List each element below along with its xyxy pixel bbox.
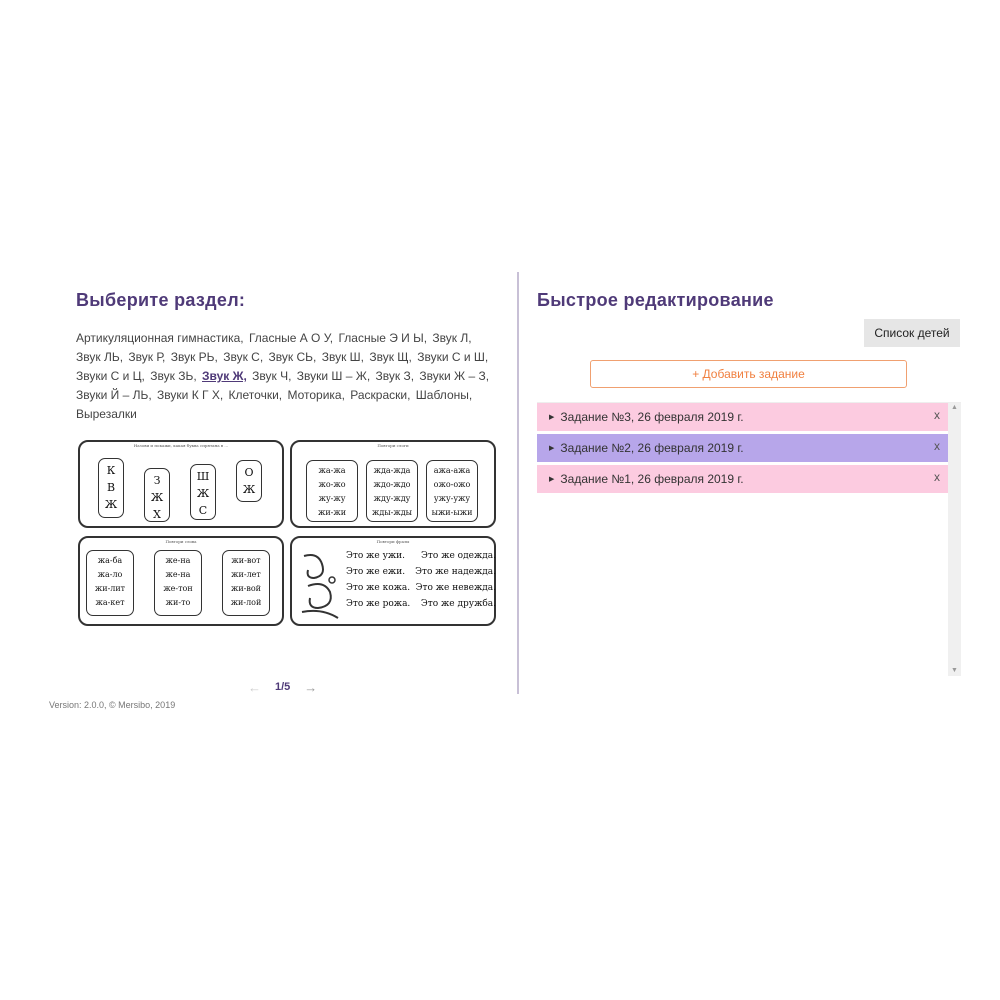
scroll-up-icon[interactable]: ▲ xyxy=(951,404,958,411)
section-link[interactable]: Звук С, xyxy=(223,350,264,364)
section-link[interactable]: Звук Ш, xyxy=(321,350,364,364)
bubble-text: жи-жи xyxy=(317,508,347,517)
bubble-text: З xyxy=(153,474,161,487)
bubble-text: же-тон xyxy=(163,584,193,593)
phrase-text: Это же ежи. xyxy=(346,567,406,577)
section-link[interactable]: Клеточки, xyxy=(228,388,283,402)
section-link[interactable]: Звук ЗЬ, xyxy=(150,369,197,383)
task-list-scrollbar[interactable] xyxy=(948,403,961,676)
expand-triangle-icon[interactable]: ▶ xyxy=(549,445,555,452)
bubble-text: жда-жда xyxy=(373,466,411,475)
bubble-text: С xyxy=(198,504,208,517)
bubble-text: К xyxy=(106,464,116,477)
quick-edit-title: Быстрое редактирование xyxy=(537,290,774,310)
section-link[interactable]: Раскраски, xyxy=(350,388,411,402)
speech-bubble xyxy=(86,550,134,616)
card-caption: Повтори фразы xyxy=(376,539,410,544)
bubble-text: же-на xyxy=(165,556,191,565)
bubble-text: Ж xyxy=(104,498,118,511)
section-link[interactable]: Звук З, xyxy=(375,369,415,383)
bubble-text: жи-вот xyxy=(231,556,261,565)
card-caption: Повтори слоги xyxy=(377,443,409,448)
bubble-text: ажа-ажа xyxy=(433,466,471,475)
bubble-text: Ж xyxy=(150,491,164,504)
task-list xyxy=(537,402,961,676)
phrase-text: Это же невежда. xyxy=(415,583,496,593)
bubble-text: жи-лит xyxy=(94,584,126,593)
section-link[interactable]: Звуки Й – ЛЬ, xyxy=(76,388,152,402)
next-page-icon[interactable]: → xyxy=(304,679,318,695)
section-title: Выберите раздел: xyxy=(76,290,246,310)
task-label: Задание №3, 26 февраля 2019 г. xyxy=(560,410,744,424)
worksheet-card-phrases xyxy=(290,536,496,626)
section-link[interactable]: Звук Л, xyxy=(432,331,472,345)
expand-triangle-icon[interactable]: ▶ xyxy=(549,414,555,421)
bubble-text: Ж xyxy=(196,487,210,500)
section-link[interactable]: Шаблоны, xyxy=(415,388,473,402)
section-panel xyxy=(76,290,496,424)
page-indicator: 1/5 xyxy=(275,681,291,693)
bubble-text: же-на xyxy=(165,570,191,579)
section-link[interactable]: Звуки С и Ц, xyxy=(76,369,145,383)
close-icon[interactable]: x xyxy=(934,470,940,484)
prev-page-icon[interactable]: ← xyxy=(248,679,261,695)
bubble-text: ждо-ждо xyxy=(373,480,411,489)
task-row[interactable] xyxy=(537,465,948,493)
card-caption: Назови и покажи, какая буква спрятана в ... xyxy=(133,443,229,448)
section-link[interactable]: Звук СЬ, xyxy=(268,350,317,364)
phrase-lines xyxy=(346,548,496,612)
section-link[interactable]: Гласные Э И Ы, xyxy=(338,331,428,345)
task-label: Задание №1, 26 февраля 2019 г. xyxy=(560,472,744,486)
section-link[interactable]: Звук Р, xyxy=(128,350,166,364)
expand-triangle-icon[interactable]: ▶ xyxy=(549,476,555,483)
speech-bubble xyxy=(98,458,124,518)
card-caption: Повтори слова xyxy=(165,539,197,544)
task-row[interactable] xyxy=(537,434,948,462)
add-task-button[interactable]: + Добавить задание xyxy=(590,360,907,388)
section-link[interactable]: Звук ЛЬ, xyxy=(76,350,124,364)
column-divider xyxy=(517,272,519,694)
section-link[interactable]: Звуки С и Ш, xyxy=(417,350,489,364)
bubble-text: Ж xyxy=(242,483,256,496)
bubble-text: жи-вой xyxy=(230,584,262,593)
close-icon[interactable]: x xyxy=(934,439,940,453)
bubble-text: жа-жа xyxy=(318,466,346,475)
section-link[interactable]: Вырезалки xyxy=(76,407,137,421)
section-link[interactable]: Звук РЬ, xyxy=(170,350,218,364)
bubble-text: жо-жо xyxy=(318,480,346,489)
bubble-text: жды-жды xyxy=(371,508,412,517)
bubble-text: Х xyxy=(153,508,161,521)
speech-bubble xyxy=(144,468,170,522)
version-text: Version: 2.0.0, © Mersibo, 2019 xyxy=(49,700,176,710)
section-link[interactable]: Звуки Ж – З, xyxy=(419,369,490,383)
bubble-text: жду-жду xyxy=(373,494,411,503)
bubble-text: ожо-ожо xyxy=(433,480,471,489)
section-link[interactable]: Гласные А О У, xyxy=(248,331,334,345)
close-icon[interactable]: x xyxy=(934,408,940,422)
section-links xyxy=(76,329,496,424)
phrase-text: Это же кожа. xyxy=(346,583,411,593)
bubble-text: жа-ба xyxy=(97,556,123,565)
phrase-text: Это же дружба. xyxy=(420,599,496,609)
speech-bubble xyxy=(190,464,216,520)
worksheet-card-syllables xyxy=(290,440,496,528)
task-label: Задание №2, 26 февраля 2019 г. xyxy=(560,441,744,455)
bubble-text: жу-жу xyxy=(318,494,346,503)
section-link[interactable]: Звук Ж, xyxy=(202,369,247,383)
bubble-text: Ш xyxy=(196,470,210,483)
scroll-down-icon[interactable]: ▼ xyxy=(951,667,958,674)
bubble-text: ужу-ужу xyxy=(433,494,471,503)
quick-edit-panel xyxy=(537,290,961,674)
section-link[interactable]: Моторика, xyxy=(287,388,345,402)
speech-bubble xyxy=(222,550,270,616)
bubble-text: О xyxy=(244,466,254,479)
children-list-button[interactable]: Список детей xyxy=(864,319,960,347)
snail-illustration xyxy=(298,550,344,622)
phrase-text: Это же рожа. xyxy=(346,599,411,609)
bubble-text: ыжи-ыжи xyxy=(431,508,473,517)
worksheet-preview[interactable] xyxy=(78,440,496,626)
bubble-text: жи-то xyxy=(165,598,191,607)
phrase-text: Это же надежда. xyxy=(415,567,496,577)
section-link[interactable]: Звук Ч, xyxy=(252,369,292,383)
speech-bubble xyxy=(154,550,202,616)
speech-bubble xyxy=(236,460,262,502)
section-link[interactable]: Звуки К Г Х, xyxy=(157,388,224,402)
section-link[interactable]: Артикуляционная гимнастика, xyxy=(76,331,244,345)
bubble-text: жа-кет xyxy=(95,598,125,607)
task-row[interactable] xyxy=(537,403,948,431)
worksheet-card-letters xyxy=(78,440,284,528)
speech-bubble xyxy=(426,460,478,522)
speech-bubble xyxy=(306,460,358,522)
bubble-text: жи-лет xyxy=(231,570,261,579)
worksheet-card-words xyxy=(78,536,284,626)
bubble-text: жи-лой xyxy=(230,598,262,607)
speech-bubble xyxy=(366,460,418,522)
bubble-text: В xyxy=(106,481,116,494)
section-link[interactable]: Звук Щ, xyxy=(369,350,412,364)
section-link[interactable]: Звуки Ш – Ж, xyxy=(296,369,371,383)
phrase-text: Это же одежда. xyxy=(421,551,496,561)
bubble-text: жа-ло xyxy=(97,570,123,579)
phrase-text: Это же ужи. xyxy=(346,551,406,561)
pager xyxy=(248,679,328,695)
